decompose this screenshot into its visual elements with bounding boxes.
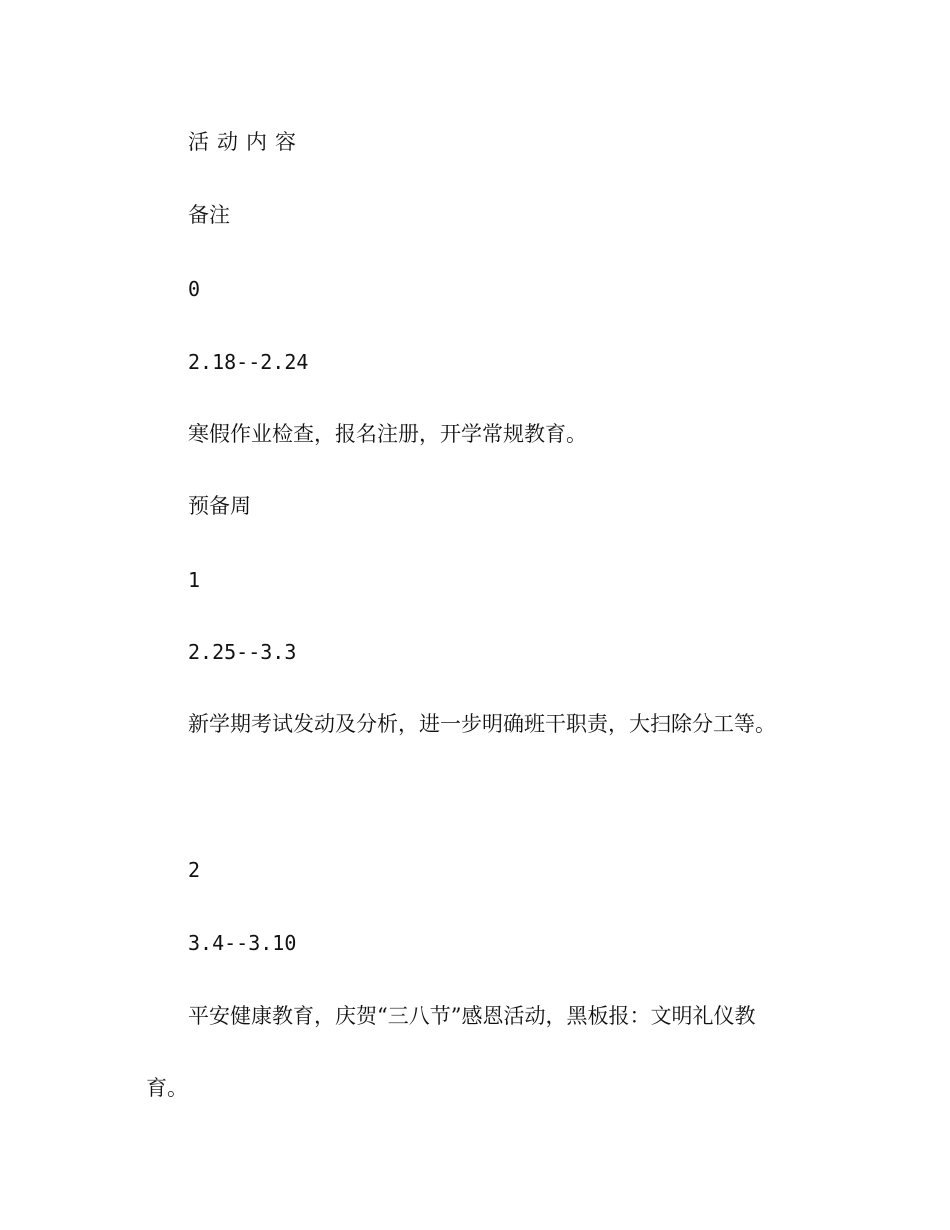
week-number: 2 bbox=[188, 858, 201, 882]
week-number: 0 bbox=[188, 277, 201, 301]
activity-content-heading: 活动内容 bbox=[188, 130, 304, 154]
week-number: 1 bbox=[188, 568, 201, 592]
week-content: 新学期考试发动及分析，进一步明确班干职责，大扫除分工等。 bbox=[188, 712, 776, 736]
week-content-continuation: 育。 bbox=[146, 1076, 188, 1100]
week-content: 平安健康教育，庆贺“三八节”感恩活动，黑板报：文明礼仪教 bbox=[188, 1004, 756, 1028]
week-dates: 3.4--3.10 bbox=[188, 931, 297, 955]
week-note: 预备周 bbox=[188, 494, 251, 518]
week-content: 寒假作业检查，报名注册，开学常规教育。 bbox=[188, 422, 587, 446]
note-heading: 备注 bbox=[188, 203, 230, 227]
week-dates: 2.25--3.3 bbox=[188, 640, 297, 664]
week-dates: 2.18--2.24 bbox=[188, 350, 309, 374]
